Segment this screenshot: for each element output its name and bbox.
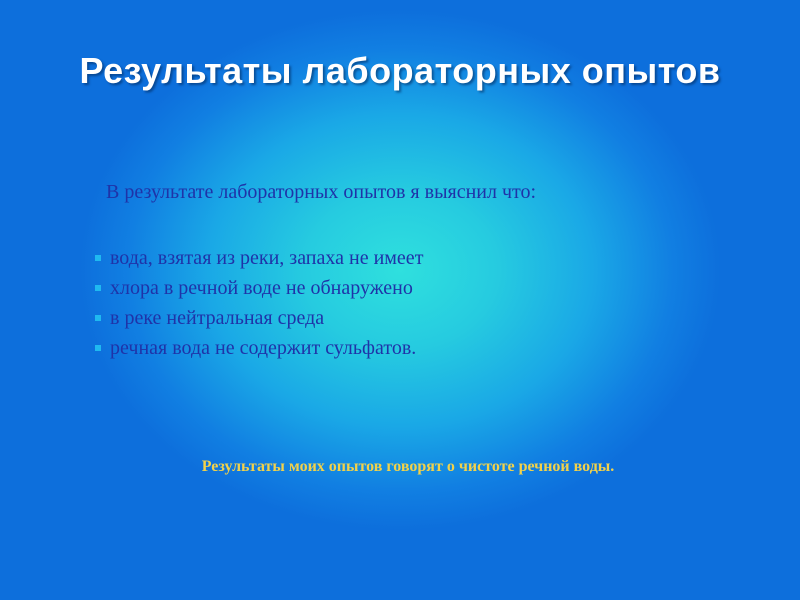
list-item — [95, 273, 423, 303]
square-bullet-icon — [95, 315, 101, 321]
square-bullet-icon — [95, 255, 101, 261]
results-list — [95, 243, 423, 363]
square-bullet-icon — [95, 345, 101, 351]
list-item-text: хлора в речной воде не обнаружено — [110, 277, 413, 299]
conclusion-text: Результаты моих опытов говорят о чистоте речной воды. — [201, 458, 615, 475]
list-item — [95, 243, 423, 273]
square-bullet-icon — [95, 285, 101, 291]
list-item — [95, 333, 423, 363]
intro-text: В результате лабораторных опытов я выяснил что: — [106, 181, 537, 203]
slide-title: Результаты лабораторных опытов — [79, 50, 721, 91]
list-item-text: вода, взятая из реки, запаха не имеет — [110, 247, 424, 269]
list-item-text: речная вода не содержит сульфатов. — [110, 337, 417, 359]
list-item — [95, 303, 423, 333]
list-item-text: в реке нейтральная среда — [110, 307, 325, 329]
